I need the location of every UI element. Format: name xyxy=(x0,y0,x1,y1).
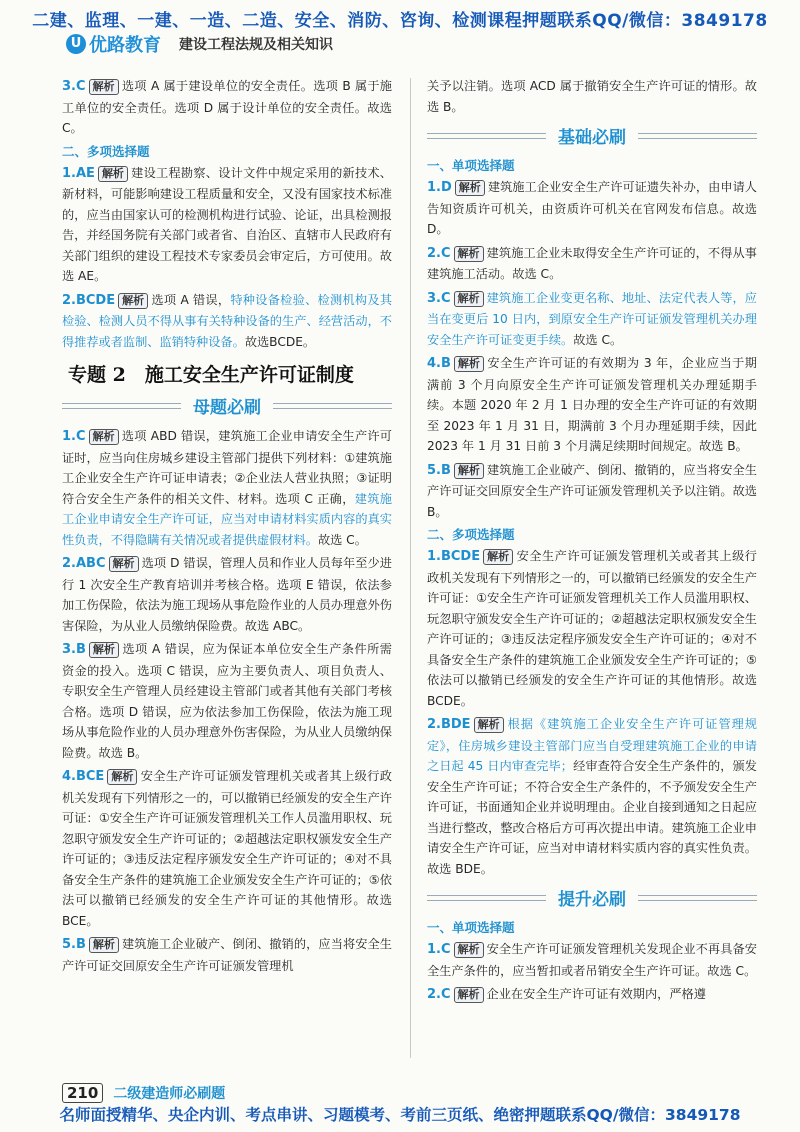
answer-text: 经审查符合安全生产条件的，颁发安全生产许可证；不符合安全生产条件的，不予颁发安全生产许可证，书面通知企业并说明理由。企业自接到通知之日起应当进行整改，整改合格后方可再次提出申请。建筑施工企业申请安全生产许可证，应当对申请材料实质内容的真实性负责。故选 BDE。 xyxy=(427,759,757,876)
answer-text: 建筑施工企业安全生产许可证遗失补办，由申请人告知资质许可机关，由资质许可机关在官网发布信息。故选 D。 xyxy=(427,180,757,236)
analysis-badge: 解析 xyxy=(454,356,484,372)
analysis-badge: 解析 xyxy=(454,463,484,479)
answer-number: 2.BCDE xyxy=(62,292,116,308)
answer-item xyxy=(62,553,392,636)
section-banner xyxy=(62,393,392,418)
answer-text: 安全生产许可证颁发管理机关或者其上级行政机关发现有下列情形之一的，可以撤销已经颁发的安全生产许可证：①安全生产许可证颁发管理机关工作人员滥用职权、玩忽职守颁发安全生产许可证的；②超越法定职权颁发安全生产许可证的；③违反法定程序颁发安全生产许可证的；④对不具备安全生产条件的建筑施工企业颁发安全生产许可证的；⑤依法可以撤销已经颁发的安全生产许可证的其他情形。故选 BCE。 xyxy=(62,769,392,928)
answer-item xyxy=(427,353,757,457)
left-column xyxy=(62,76,392,979)
analysis-badge: 解析 xyxy=(89,937,119,953)
section-banner-label: 基础必刷 xyxy=(558,128,626,148)
analysis-badge: 解析 xyxy=(98,166,128,182)
highlighted-text: 特种设备检验、检测机构及其检验、检测人员不得从事有关特种设备的生产、经营活动，不得推荐或者监制、监销特种设备。 xyxy=(62,292,393,349)
answer-text: 建筑施工企业破产、倒闭、撤销的，应当将安全生产许可证交回原安全生产许可证颁发管理机 xyxy=(62,937,392,973)
answer-number: 2.BDE xyxy=(427,717,471,732)
answer-number: 4.BCE xyxy=(62,769,105,784)
answer-number: 1.C xyxy=(62,429,86,444)
analysis-badge: 解析 xyxy=(109,556,139,572)
answer-number: 3.C xyxy=(62,79,86,94)
answer-text: 选项 A 错误，应为保证本单位安全生产条件所需资金的投入。选项 C 错误，应为主要负责人、项目负责人、专职安全生产管理人员经建设主管部门或者其他有关部门考核合格。选项 D 错误，应为依法参加工伤保险，依法为施工现场从事危险作业的人员办理意外伤害保险，为从业人员缴纳保险费。故选 B。 xyxy=(62,642,392,760)
analysis-badge: 解析 xyxy=(89,79,119,95)
right-column xyxy=(427,76,757,1009)
analysis-badge: 解析 xyxy=(483,549,513,565)
highlighted-text: 根据《建筑施工企业安全生产许可证管理规定》，住房城乡建设主管部门应当自受理建筑施工企业的申请之日起 45 日内审查完毕； xyxy=(427,717,757,773)
answer-text: 选项 A 错误， xyxy=(151,292,231,307)
answer-number: 1.AE xyxy=(62,165,95,181)
answer-item xyxy=(62,163,392,287)
analysis-badge: 解析 xyxy=(454,987,484,1003)
answer-text: 建筑施工企业破产、倒闭、撤销的，应当将安全生产许可证交回原安全生产许可证颁发管理机关予以注销。故选 B。 xyxy=(427,462,757,519)
answer-text: 建筑施工企业未取得安全生产许可证的，不得从事建筑施工活动。故选 C。 xyxy=(427,245,757,281)
answer-item xyxy=(62,76,392,139)
highlighted-text: 建筑施工企业申请安全生产许可证，应当对申请材料实质内容的真实性负责，不得隐瞒有关情况或者提供虚假材料。 xyxy=(62,491,392,547)
answer-item xyxy=(427,939,757,981)
answer-text: 安全生产许可证颁发管理机关或者其上级行政机关发现有下列情形之一的，可以撤销已经颁发的安全生产许可证：①安全生产许可证颁发管理机关工作人员滥用职权、玩忽职守颁发安全生产许可证的；②超越法定职权颁发安全生产许可证的；③违反法定程序颁发安全生产许可证的；④对不具备安全生产条件的建筑施工企业颁发安全生产许可证的；⑤依法可以撤销已经颁发的安全生产许可证的其他情形。故选 BCDE。 xyxy=(427,549,757,708)
answer-text: 建设工程勘察、设计文件中规定采用的新技术、新材料，可能影响建设工程质量和安全，又没有国家技术标准的，应当由国家认可的检测机构进行试验、论证，出具检测报告，并经国务院有关部门或者省、自治区、直辖市人民政府有关部门组织的建设工程技术专家委员会审定后，方可使用。故选 AE。 xyxy=(62,165,392,283)
answer-item xyxy=(62,934,392,976)
analysis-badge: 解析 xyxy=(454,246,484,262)
answer-number: 3.C xyxy=(427,290,451,306)
book-name: 二级建造师必刷题 xyxy=(113,1086,226,1102)
answer-text: 选项 ABD 错误，建筑施工企业申请安全生产许可证时，应当向住房城乡建设主管部门提供下列材料：①建筑施工企业安全生产许可证申请表；②企业法人营业执照；③证明符合安全生产条件的相关文件、材料。选项 C 正确， xyxy=(62,429,392,506)
answer-number: 2.ABC xyxy=(62,556,106,571)
answer-text: 选项 D 错误，管理人员和作业人员每年至少进行 1 次安全生产教育培训并考核合格。选项 E 错误，依法参加工伤保险，依法为施工现场从事危险作业的人员办理意外伤害保险，为从业人员缴纳保险费。故选 ABC。 xyxy=(62,556,392,633)
answer-number: 1.BCDE xyxy=(427,549,481,564)
brand-header xyxy=(66,31,333,57)
answer-item xyxy=(427,243,757,285)
answer-item xyxy=(62,639,392,763)
answer-item xyxy=(427,984,757,1006)
answer-text: 选项 A 属于建设单位的安全责任。选项 B 属于施工单位的安全责任。选项 D 属于设计单位的安全责任。故选 C。 xyxy=(62,79,392,135)
answer-item xyxy=(427,288,757,351)
analysis-badge: 解析 xyxy=(89,429,119,445)
analysis-badge: 解析 xyxy=(107,769,137,785)
answer-number: 3.B xyxy=(62,642,86,657)
answer-continuation: 关予以注销。选项 ACD 属于撤销安全生产许可证的情形。故选 B。 xyxy=(427,79,757,114)
answer-number: 5.B xyxy=(62,937,86,952)
answer-item xyxy=(62,290,392,353)
column-divider xyxy=(410,78,411,1058)
analysis-badge: 解析 xyxy=(118,293,148,309)
answer-number: 1.C xyxy=(427,942,451,957)
top-ad-banner: 二建、监理、一建、一造、二造、安全、消防、咨询、检测课程押题联系QQ/微信：3849178 xyxy=(32,11,768,31)
answer-item xyxy=(62,766,392,931)
answer-number: 5.B xyxy=(427,462,451,478)
answer-text: 企业在安全生产许可证有效期内，严格遵 xyxy=(486,987,706,1001)
answer-number: 2.C xyxy=(427,987,451,1002)
answer-text: 故选BCDE。 xyxy=(244,334,316,349)
page-footer xyxy=(62,1083,225,1103)
answer-text: 安全生产许可证的有效期为 3 年，企业应当于期满前 3 个月向原安全生产许可证颁发管理机关办理延期手续。本题 2020 年 2 月 1 日办理的安全生产许可证的有效期至 2023 年 1 月 31 日，期满前 3 个月办理延期手续，因此 2023 年 1 月 31 日前 3 个月满足续期时间规定。故选 B。 xyxy=(427,356,757,453)
page-number: 210 xyxy=(62,1083,103,1103)
answer-number: 2.C xyxy=(427,245,451,261)
answer-number: 4.B xyxy=(427,356,451,371)
answer-item xyxy=(427,460,757,523)
section-subheading: 二、多项选择题 xyxy=(427,527,515,542)
analysis-badge: 解析 xyxy=(474,717,504,733)
answer-text: 故选 C。 xyxy=(317,532,367,547)
answer-text: 故选 C。 xyxy=(573,332,623,347)
answer-item xyxy=(427,177,757,240)
section-subheading: 一、单项选择题 xyxy=(427,158,515,173)
section-banner xyxy=(427,123,757,148)
answer-item xyxy=(62,426,392,550)
analysis-badge: 解析 xyxy=(454,942,484,958)
analysis-badge: 解析 xyxy=(454,291,484,307)
answer-text: 安全生产许可证颁发管理机关发现企业不再具备安全生产条件的，应当暂扣或者吊销安全生产许可证。故选 C。 xyxy=(427,942,757,978)
highlighted-text: 建筑施工企业变更名称、地址、法定代表人等，应当在变更后 10 日内，到原安全生产许可证颁发管理机关办理安全生产许可证变更手续。 xyxy=(427,290,757,347)
analysis-badge: 解析 xyxy=(89,642,119,658)
answer-number: 1.D xyxy=(427,180,452,195)
section-subheading: 一、单项选择题 xyxy=(427,920,515,935)
brand-name: 优路教育 xyxy=(89,35,161,56)
book-subject: 建设工程法规及相关知识 xyxy=(179,37,333,53)
section-banner xyxy=(427,885,757,910)
answer-item xyxy=(427,714,757,879)
topic-title: 专题 2 施工安全生产许可证制度 xyxy=(68,364,354,386)
answer-item xyxy=(427,546,757,711)
section-banner-label: 母题必刷 xyxy=(193,398,261,418)
section-banner-label: 提升必刷 xyxy=(558,890,626,910)
analysis-badge: 解析 xyxy=(455,180,485,196)
brand-logo-icon: U xyxy=(66,34,86,54)
section-subheading: 二、多项选择题 xyxy=(62,143,150,159)
bottom-ad-banner: 名师面授精华、央企内训、考点串讲、习题模考、考前三页纸、绝密押题联系QQ/微信：3849178 xyxy=(59,1106,741,1124)
